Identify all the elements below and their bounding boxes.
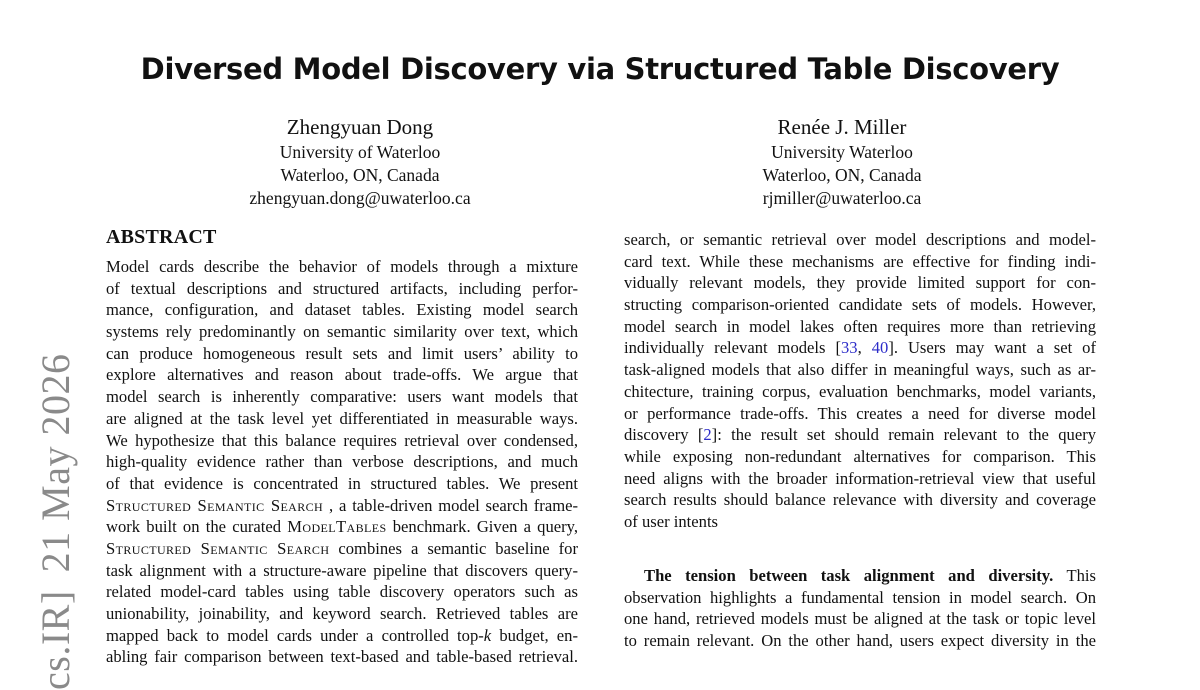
text-fragment: work built on the curated — [106, 517, 288, 537]
body-line — [624, 565, 1096, 587]
abstract-line: abling fair comparison between text-based and table-based retrieval. — [106, 647, 578, 667]
text-fragment: individually relevant models [ — [624, 338, 841, 358]
abstract-line: related model-card tables using table discovery operators such as — [106, 582, 578, 602]
text-fragment: This — [1053, 566, 1096, 585]
benchmark-name: ModelTables — [287, 517, 387, 537]
abstract-body — [106, 256, 578, 668]
abstract-line: high-quality evidence rather than verbose descriptions, and much — [106, 452, 578, 472]
body-line: task-aligned models that also differ in meaningful ways, such as ar- — [624, 360, 1096, 380]
text-fragment: discovery [ — [624, 425, 704, 445]
text-fragment: ]. Users may want a set of — [888, 338, 1097, 358]
abstract-line: model search is inherently comparative: users want models that — [106, 387, 578, 407]
arxiv-date: 21 May 2026 — [33, 353, 78, 573]
arxiv-side-stamp — [32, 354, 79, 690]
body-line: card text. While these mechanisms are effective for finding indi- — [624, 251, 1096, 271]
arxiv-category: cs.IR] — [33, 590, 78, 690]
intro-paragraph — [624, 229, 1096, 533]
abstract-line — [106, 516, 578, 538]
author-email: rjmiller@uwaterloo.ca — [762, 188, 922, 208]
abstract-line: task alignment with a structure-aware pipeline that discovers query- — [106, 560, 578, 580]
body-line: observation highlights a fundamental tension in model search. On — [624, 587, 1096, 607]
body-line — [624, 337, 1096, 359]
paragraph-heading: The tension between task alignment and diversity. — [644, 566, 1054, 585]
system-name: Structured Semantic Search — [106, 538, 330, 558]
abstract-heading: ABSTRACT — [106, 226, 217, 248]
author-affiliation: University of Waterloo — [279, 142, 441, 162]
body-line: model search in model lakes often requires more than retrieving — [624, 316, 1096, 336]
text-fragment: combines a semantic baseline for — [329, 538, 578, 558]
citation-link[interactable]: 33 — [841, 338, 858, 358]
text-fragment: ]: the result set should remain relevant to the query — [711, 425, 1097, 445]
citation-link[interactable]: 2 — [703, 425, 712, 445]
author-block-1 — [150, 114, 570, 210]
text-fragment: , — [857, 338, 872, 358]
abstract-line — [106, 538, 578, 560]
author-block-2 — [632, 114, 1052, 210]
tension-paragraph — [624, 565, 1096, 652]
author-location: Waterloo, ON, Canada — [762, 165, 922, 185]
body-line: search, or semantic retrieval over model descriptions and model- — [624, 230, 1096, 249]
abstract-line: explore alternatives and reason about trade-offs. We argue that — [106, 365, 578, 385]
body-line: structing comparison-oriented candidate sets of models. However, — [624, 295, 1096, 315]
system-name: Structured Semantic Search — [106, 495, 324, 515]
body-line: while exposing non-redundant alternatives for comparison. This — [624, 446, 1096, 466]
citation-link[interactable]: 40 — [871, 338, 889, 358]
body-line — [624, 424, 1096, 446]
abstract-line: of textual descriptions and structured artifacts, including perfor- — [106, 278, 578, 298]
body-line: vidually relevant models, they provide limited support for con- — [624, 273, 1096, 293]
author-location: Waterloo, ON, Canada — [280, 165, 440, 185]
math-k: k — [483, 625, 492, 645]
text-fragment: benchmark. Given a query, — [386, 517, 578, 537]
text-fragment: mapped back to model cards under a controlled top- — [106, 625, 484, 645]
body-line: to remain relevant. On the other hand, users expect diversity in the — [624, 631, 1096, 651]
abstract-line: can produce homogeneous result sets and limit users’ ability to — [106, 343, 578, 363]
author-name: Zhengyuan Dong — [286, 115, 434, 139]
abstract-line: We hypothesize that this balance requires retrieval over condensed, — [106, 430, 578, 450]
body-line: one hand, retrieved models must be aligned at the task or topic level — [624, 609, 1096, 629]
author-name: Renée J. Miller — [777, 115, 907, 139]
abstract-line — [106, 625, 578, 647]
abstract-line — [106, 495, 578, 517]
paper-title: Diversed Model Discovery via Structured Table Discovery — [140, 52, 1060, 86]
body-line: search results should balance relevance with diversity and coverage — [624, 490, 1096, 510]
body-line: of user intents — [624, 511, 719, 531]
abstract-line: Model cards describe the behavior of models through a mixture — [106, 257, 578, 276]
abstract-line: systems rely predominantly on semantic similarity over text, which — [106, 322, 578, 342]
text-fragment: , a table-driven model search frame- — [323, 495, 578, 515]
text-fragment: budget, en- — [491, 625, 578, 645]
abstract-line: are aligned at the task level yet differentiated in measurable ways. — [106, 408, 578, 428]
abstract-line: unionability, joinability, and keyword search. Retrieved tables are — [106, 604, 578, 623]
body-line: or performance trade-offs. This creates a need for diverse model — [624, 403, 1096, 423]
body-line: need aligns with the broader information-retrieval view that useful — [624, 468, 1096, 488]
body-line: chitecture, training corpus, evaluation benchmarks, model variants, — [624, 381, 1096, 401]
abstract-line: of that evidence is concentrated in structured tables. We present — [106, 473, 578, 493]
abstract-line: mance, configuration, and dataset tables. Existing model search — [106, 300, 578, 320]
author-email: zhengyuan.dong@uwaterloo.ca — [249, 188, 471, 208]
author-affiliation: University Waterloo — [771, 142, 913, 162]
